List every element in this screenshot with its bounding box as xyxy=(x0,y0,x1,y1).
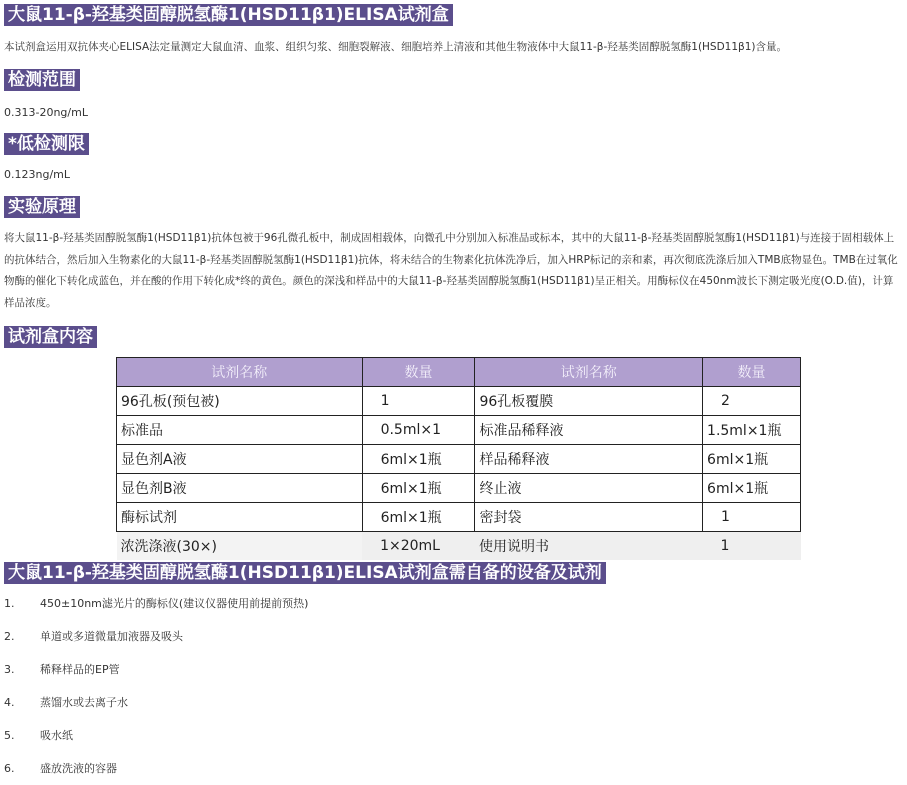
table-row xyxy=(117,445,801,474)
table-cell: 1 xyxy=(703,532,801,561)
table-cell: 1.5ml×1瓶 xyxy=(703,416,801,445)
table-row xyxy=(117,503,801,532)
table-cell: 终止液 xyxy=(475,474,703,503)
table-row xyxy=(117,532,801,561)
table-cell: 6ml×1瓶 xyxy=(362,445,475,474)
list-item-text: 吸水纸 xyxy=(40,729,73,742)
limit-value: 0.123ng/mL xyxy=(4,168,70,181)
list-item-text: 盛放洗液的容器 xyxy=(40,762,117,775)
list-item-number: 5. xyxy=(4,729,15,742)
table-cell: 2 xyxy=(703,387,801,416)
table-cell: 使用说明书 xyxy=(475,532,703,561)
table-cell: 1 xyxy=(703,503,801,532)
table-cell: 浓洗涤液(30×) xyxy=(117,532,363,561)
table-cell: 显色剂A液 xyxy=(117,445,363,474)
table-cell: 密封袋 xyxy=(475,503,703,532)
table-cell: 显色剂B液 xyxy=(117,474,363,503)
list-item-number: 3. xyxy=(4,663,15,676)
range-value: 0.313-20ng/mL xyxy=(4,106,88,119)
table-cell: 1 xyxy=(362,387,475,416)
page-title: 大鼠11-β-羟基类固醇脱氢酶1(HSD11β1)ELISA试剂盒 xyxy=(4,4,453,26)
table-header-cell: 数量 xyxy=(362,358,475,387)
principle-heading: 实验原理 xyxy=(4,196,80,218)
table-row xyxy=(117,416,801,445)
table-cell: 1×20mL xyxy=(362,532,475,561)
table-cell: 标准品 xyxy=(117,416,363,445)
range-heading: 检测范围 xyxy=(4,69,80,91)
list-item-text: 蒸馏水或去离子水 xyxy=(40,696,128,709)
table-header-cell: 试剂名称 xyxy=(475,358,703,387)
table-row xyxy=(117,474,801,503)
list-item-number: 2. xyxy=(4,630,15,643)
principle-text: 将大鼠11-β-羟基类固醇脱氢酶1(HSD11β1)抗体包被于96孔微孔板中，制成固相载体，向微孔中分别加入标准品或标本，其中的大鼠11-β-羟基类固醇脱氢酶1(HSD11β1)与连接于固相载体上的抗体结合，然后加入生物素化的大鼠11-β-羟基类固醇脱氢酶1(HSD11β1)抗体，将未结合的生物素化抗体洗净后，加入HRP标记的亲和素，再次彻底洗涤后加入TMB底物显色。TMB在过氧化物酶的催化下转化成蓝色，并在酸的作用下转化成*终的黄色。颜色的深浅和样品中的大鼠11-β-羟基类固醇脱氢酶1(HSD11β1)呈正相关。用酶标仪在450nm波长下测定吸光度(O.D.值)，计算样品浓度。 xyxy=(4,232,898,309)
table-cell: 96孔板(预包被) xyxy=(117,387,363,416)
table-cell: 96孔板覆膜 xyxy=(475,387,703,416)
table-cell: 6ml×1瓶 xyxy=(703,445,801,474)
table-header-cell: 试剂名称 xyxy=(117,358,363,387)
table-cell: 酶标试剂 xyxy=(117,503,363,532)
table-header-cell: 数量 xyxy=(703,358,801,387)
table-cell: 样品稀释液 xyxy=(475,445,703,474)
table-row xyxy=(117,387,801,416)
table-cell: 标准品稀释液 xyxy=(475,416,703,445)
list-item-text: 450±10nm滤光片的酶标仪(建议仪器使用前提前预热) xyxy=(40,597,309,610)
table-cell: 6ml×1瓶 xyxy=(362,503,475,532)
kit-heading: 试剂盒内容 xyxy=(4,326,97,348)
list-item-number: 6. xyxy=(4,762,15,775)
equipment-heading: 大鼠11-β-羟基类固醇脱氢酶1(HSD11β1)ELISA试剂盒需自备的设备及试剂 xyxy=(4,562,606,584)
limit-heading: *低检测限 xyxy=(4,133,89,155)
list-item-number: 4. xyxy=(4,696,15,709)
table-cell: 6ml×1瓶 xyxy=(703,474,801,503)
list-item-text: 稀释样品的EP管 xyxy=(40,663,120,676)
list-item-number: 1. xyxy=(4,597,15,610)
table-header-row xyxy=(117,358,801,387)
kit-contents-table xyxy=(116,357,801,560)
list-item-text: 单道或多道微量加液器及吸头 xyxy=(40,630,183,643)
intro-text: 本试剂盒运用双抗体夹心ELISA法定量测定大鼠血清、血浆、组织匀浆、细胞裂解液、细胞培养上清液和其他生物液体中大鼠11-β-羟基类固醇脱氢酶1(HSD11β1)含量。 xyxy=(4,41,788,53)
table-cell: 6ml×1瓶 xyxy=(362,474,475,503)
table-cell: 0.5ml×1 xyxy=(362,416,475,445)
